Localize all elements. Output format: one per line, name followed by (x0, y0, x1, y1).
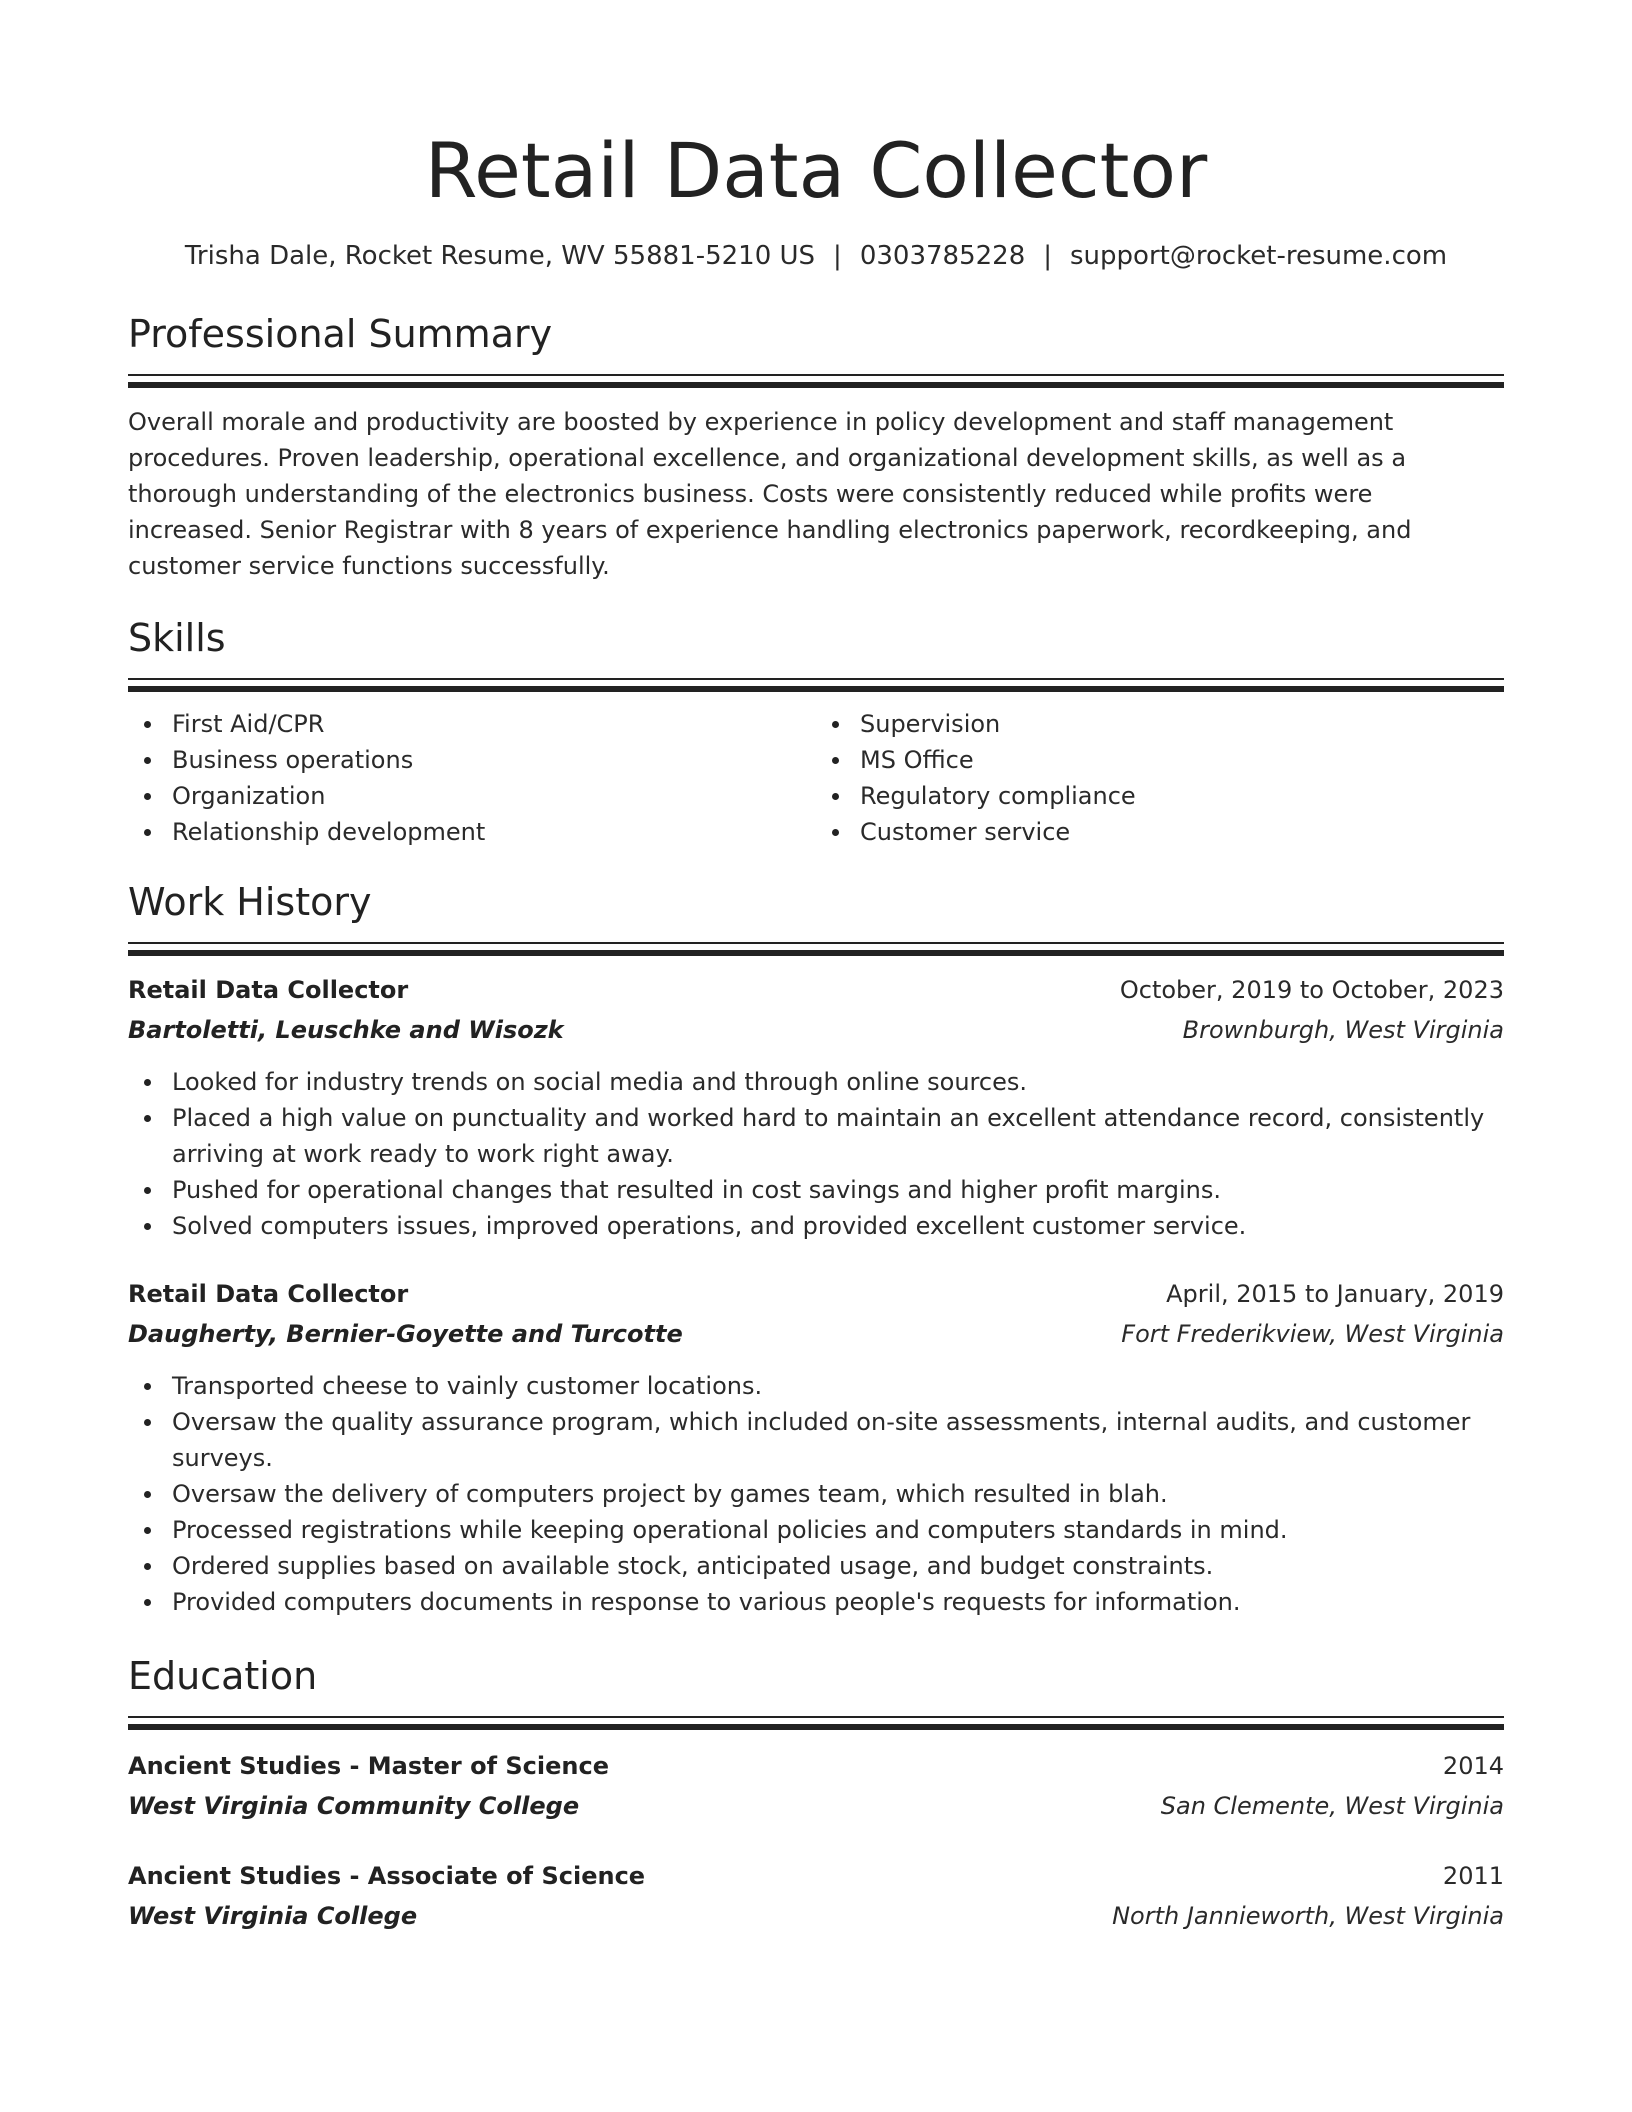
section-divider-thin (128, 942, 1504, 944)
skill-item: Supervision (816, 706, 1504, 742)
education-entry (128, 1856, 1504, 1936)
education-school-row (128, 1896, 1504, 1936)
education-location: San Clemente, West Virginia (1160, 1792, 1504, 1820)
skill-item: Organization (128, 778, 816, 814)
section-divider-thick (128, 1724, 1504, 1730)
skill-item: First Aid/CPR (128, 706, 816, 742)
job-bullet: Oversaw the delivery of computers project by games team, which resulted in blah. (128, 1476, 1504, 1512)
job-dates: April, 2015 to January, 2019 (1166, 1280, 1504, 1308)
education-header-row (128, 1856, 1504, 1896)
skills-list-left (128, 706, 816, 850)
section-divider-thick (128, 382, 1504, 388)
contact-line (128, 238, 1504, 274)
job-bullet: Solved computers issues, improved operations, and provided excellent customer service. (128, 1208, 1504, 1244)
job-company: Daugherty, Bernier-Goyette and Turcotte (128, 1320, 683, 1348)
contact-phone: 0303785228 (859, 241, 1026, 271)
job-company-row (128, 1010, 1504, 1050)
summary-heading: Professional Summary (128, 312, 553, 356)
job-bullet: Transported cheese to vainly customer locations. (128, 1368, 1504, 1404)
job-title: Retail Data Collector (128, 1280, 409, 1308)
section-divider-thin (128, 1716, 1504, 1718)
education-school-row (128, 1786, 1504, 1826)
job-bullet: Ordered supplies based on available stock, anticipated usage, and budget constraints. (128, 1548, 1504, 1584)
contact-separator: | (833, 241, 842, 271)
contact-separator: | (1043, 241, 1052, 271)
job-entry (128, 970, 1504, 1244)
job-bullet: Looked for industry trends on social media and through online sources. (128, 1064, 1504, 1100)
education-entry (128, 1746, 1504, 1826)
job-bullets (128, 1064, 1504, 1244)
section-divider-thin (128, 374, 1504, 376)
education-degree: Ancient Studies - Associate of Science (128, 1862, 646, 1890)
job-header-row (128, 1274, 1504, 1314)
work-history-section (128, 878, 1504, 1620)
section-divider-thick (128, 686, 1504, 692)
skills-columns (128, 706, 1504, 850)
education-location: North Jannieworth, West Virginia (1112, 1902, 1504, 1930)
education-year: 2014 (1442, 1752, 1504, 1780)
contact-email[interactable]: support@rocket-resume.com (1070, 241, 1448, 271)
skill-item: MS Office (816, 742, 1504, 778)
job-location: Fort Frederikview, West Virginia (1121, 1320, 1504, 1348)
summary-text: Overall morale and productivity are boosted by experience in policy development and staff management procedures. Proven leadership, operational excellence, and organizational development skills, as well as a thorough understanding of the electronics business. Costs were consistently reduced while profits were increased. Senior Registrar with 8 years of experience handling electronics paperwork, recordkeeping, and customer service functions successfully. (128, 408, 1412, 580)
education-header-row (128, 1746, 1504, 1786)
skill-item: Customer service (816, 814, 1504, 850)
job-bullet: Pushed for operational changes that resulted in cost savings and higher profit margins. (128, 1172, 1504, 1208)
work-history-heading: Work History (128, 880, 372, 924)
job-bullet: Processed registrations while keeping operational policies and computers standards in mind. (128, 1512, 1504, 1548)
education-section (128, 1652, 1504, 1936)
skills-section (128, 614, 1504, 850)
summary-section (128, 310, 1504, 584)
job-bullet: Placed a high value on punctuality and worked hard to maintain an excellent attendance record, consistently arriving at work ready to work right away. (128, 1100, 1504, 1172)
education-school: West Virginia Community College (128, 1792, 580, 1820)
skills-heading: Skills (128, 616, 226, 660)
education-heading: Education (128, 1654, 318, 1698)
education-degree: Ancient Studies - Master of Science (128, 1752, 609, 1780)
education-year: 2011 (1442, 1862, 1504, 1890)
section-divider-thick (128, 950, 1504, 956)
contact-address: Trisha Dale, Rocket Resume, WV 55881-5210 US (184, 241, 816, 271)
job-location: Brownburgh, West Virginia (1182, 1016, 1504, 1044)
resume-title: Retail Data Collector (424, 126, 1208, 215)
education-school: West Virginia College (128, 1902, 418, 1930)
job-bullets (128, 1368, 1504, 1620)
skill-item: Business operations (128, 742, 816, 778)
job-entry (128, 1274, 1504, 1620)
skill-item: Regulatory compliance (816, 778, 1504, 814)
job-dates: October, 2019 to October, 2023 (1119, 976, 1504, 1004)
section-divider-thin (128, 678, 1504, 680)
skill-item: Relationship development (128, 814, 816, 850)
job-header-row (128, 970, 1504, 1010)
job-company: Bartoletti, Leuschke and Wisozk (128, 1016, 564, 1044)
job-bullet: Provided computers documents in response to various people's requests for information. (128, 1584, 1504, 1620)
skills-list-right (816, 706, 1504, 850)
job-company-row (128, 1314, 1504, 1354)
job-bullet: Oversaw the quality assurance program, which included on-site assessments, internal audits, and customer surveys. (128, 1404, 1504, 1476)
job-title: Retail Data Collector (128, 976, 409, 1004)
